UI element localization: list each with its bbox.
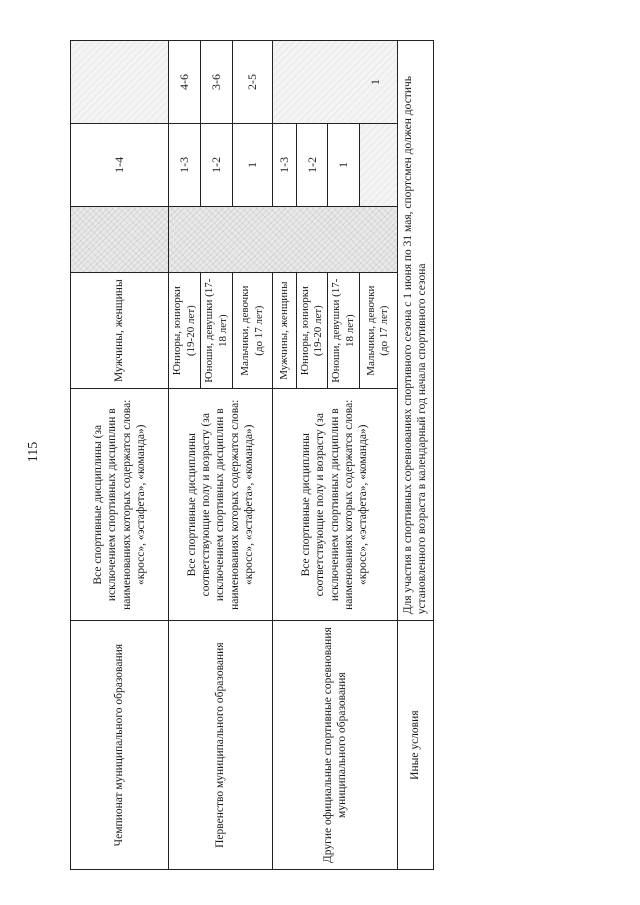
table-row [71,41,169,870]
shaded-cell [71,41,169,124]
shaded-cell [71,206,169,272]
event-cell: Первенство муниципального образования [169,621,273,870]
group-cell: Мужчины, женщины [71,273,169,389]
group-cell: Юниоры, юниорки (19-20 лет) [297,273,328,389]
places-cell: 1-4 [71,123,169,206]
event-cell: Чемпионат муниципального образования [71,621,169,870]
group-cell: Юноши, девушки (17-18 лет) [328,273,359,389]
table-row [169,41,201,870]
ranking-table [70,40,434,870]
table-container [70,40,429,870]
shaded-cell [169,206,398,272]
extra-places-cell: 2-5 [233,41,273,124]
places-cell: 1 [233,123,273,206]
page-number: 115 [26,441,41,463]
places-cell: 1-3 [169,123,201,206]
disciplines-cell: Все спортивные дисциплины соответствующие полу и возрасту (за исключением спортивных дисциплин в наименованиях которых содержатся слова: «кросс», «эстафета», «команда») [169,389,273,621]
conditions-label: Иные условия [397,621,433,870]
places-cell: 1 [328,123,359,206]
group-cell: Юниоры, юниорки (19-20 лет) [169,273,201,389]
shaded-cell: 1 [273,41,398,124]
group-cell: Мальчики, девочки (до 17 лет) [233,273,273,389]
group-cell: Мальчики, девочки (до 17 лет) [359,273,397,389]
places-cell [359,123,397,206]
group-cell: Мужчины, женщины [273,273,297,389]
group-cell: Юноши, девушки (17-18 лет) [201,273,233,389]
places-cell: 1-2 [297,123,328,206]
extra-places-cell: 4-6 [169,41,201,124]
event-cell: Другие официальные спортивные соревнования муниципального образования [273,621,398,870]
table-row [397,41,433,870]
places-cell: 1-2 [201,123,233,206]
extra-places-cell: 3-6 [201,41,233,124]
conditions-text: Для участия в спортивных соревнованиях спортивного сезона с 1 июня по 31 мая, спортсмен должен достичь установленного возраста в календарный год начала спортивного сезона [397,41,433,621]
table-row [273,41,297,870]
places-cell: 1-3 [273,123,297,206]
disciplines-cell: Все спортивные дисциплины соответствующие полу и возрасту (за исключением спортивных дисциплин в наименованиях которых содержатся слова: «кросс», «эстафета», «команда») [273,389,398,621]
disciplines-cell: Все спортивные дисциплины (за исключением спортивных дисциплин в наименованиях которых содержатся слова: «кросс», «эстафета», «команда») [71,389,169,621]
